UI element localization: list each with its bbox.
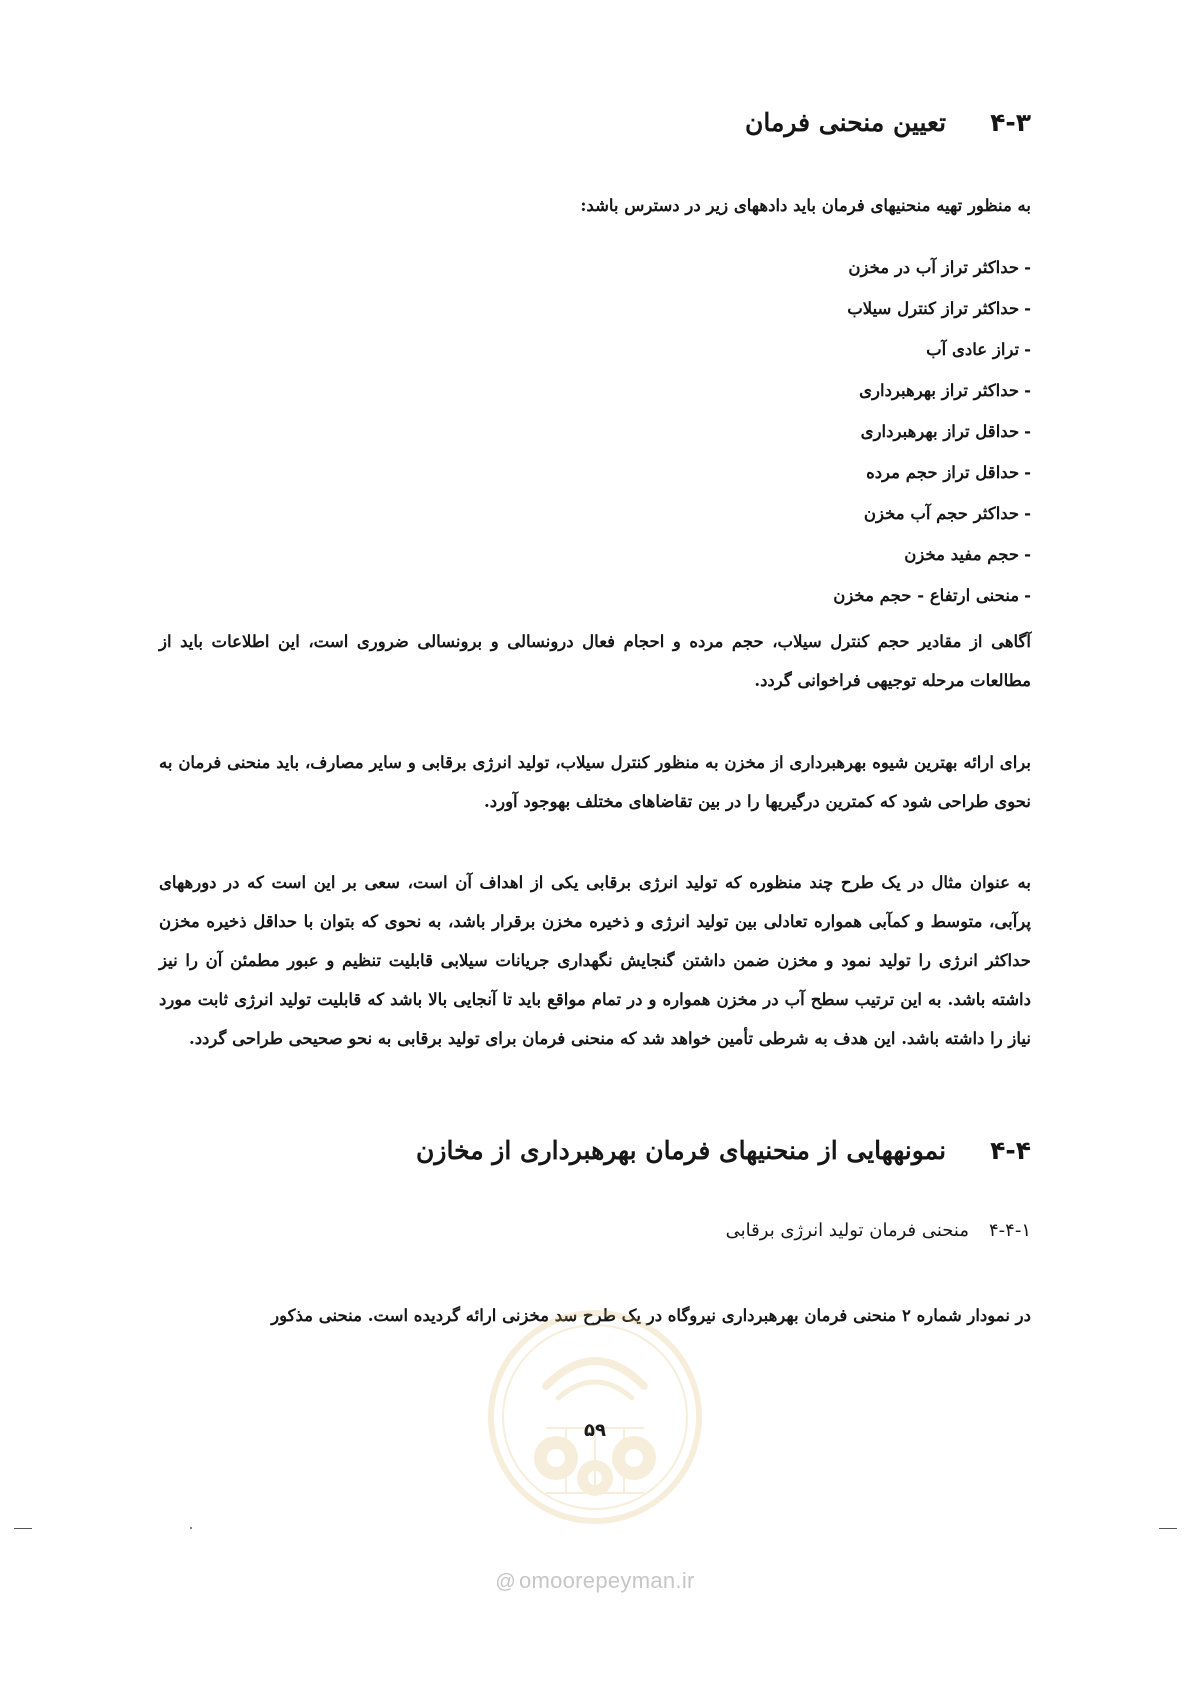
list-dash: - bbox=[1024, 463, 1031, 482]
subsection-number: ۴-۴-۱ bbox=[989, 1220, 1031, 1241]
requirement-item bbox=[531, 370, 1031, 411]
section-title: تعیین منحنی فرمان bbox=[744, 108, 947, 137]
paragraph-awareness: آگاهی از مقادیر حجم کنترل سیلاب، حجم مرده و احجام فعال درونسالی و برونسالی ضروری است، این اطلاعات باید از مطالعات مرحله توجیهی فراخوانی گردد. bbox=[159, 632, 1031, 690]
requirement-item bbox=[531, 452, 1031, 493]
paragraph-example: به عنوان مثال در یک طرح چند منظوره که تولید انرژی برقابی یکی از اهداف آن است، سعی بر این است که در دورههای پرآبی، متوسط و کمآبی همواره تعادلی بین تولید انرژی و ذخیره مخزن برقرار باشد، به نحوی که بتوان با حداقل ذخیره مخزن حداکثر انرژی را تولید نمود و مخزن ضمن داشتن گنجایش نگهداری جریانات سیلابی قابلیت تنظیم و عبور مطمئن آن را نیز داشته باشد. به این ترتیب سطح آب در مخزن همواره و در تمام مواقع باید تا آنجایی بالا باشد که قابلیت تولید انرژی ثابت مورد نیاز را داشته باشد. این هدف به شرطی تأمین خواهد شد که منحنی فرمان برای تولید برقابی به نحو صحیحی طراحی گردد. bbox=[159, 873, 1031, 1048]
subsection-heading-4-4-1 bbox=[726, 1220, 1031, 1241]
list-dash: - bbox=[1024, 422, 1031, 441]
section-number: ۴-۴ bbox=[990, 1136, 1031, 1165]
requirement-item bbox=[531, 534, 1031, 575]
requirement-text: حداکثر تراز بهرهبرداری bbox=[859, 381, 1020, 400]
requirement-item bbox=[531, 247, 1031, 288]
footer-website bbox=[420, 1568, 770, 1594]
list-dash: - bbox=[1024, 586, 1031, 605]
requirement-item bbox=[531, 288, 1031, 329]
requirement-text: حداقل تراز حجم مرده bbox=[866, 463, 1020, 482]
section-number: ۴-۳ bbox=[990, 108, 1031, 137]
list-dash: - bbox=[1024, 504, 1031, 523]
section-title: نمونههایی از منحنیهای فرمان بهرهبرداری از مخازن bbox=[416, 1136, 947, 1165]
requirement-text: منحنی ارتفاع - حجم مخزن bbox=[833, 586, 1020, 605]
at-icon: @ bbox=[495, 1571, 516, 1593]
page-number: ۵۹ bbox=[584, 1420, 606, 1441]
requirement-item bbox=[531, 493, 1031, 534]
scan-dot-mark bbox=[190, 1527, 192, 1529]
paragraph-chart-2: در نمودار شماره ۲ منحنی فرمان بهرهبرداری نیروگاه در یک طرح سد مخزنی ارائه گردیده است. منحنی مذکور bbox=[271, 1306, 1031, 1325]
website-text: omoorepeyman.ir bbox=[518, 1568, 695, 1593]
watermark-seal bbox=[486, 1308, 704, 1526]
list-dash: - bbox=[1024, 545, 1031, 564]
list-dash: - bbox=[1024, 381, 1031, 400]
scan-edge-mark-left bbox=[14, 1528, 32, 1529]
scan-edge-mark-right bbox=[1159, 1528, 1177, 1529]
list-dash: - bbox=[1024, 340, 1031, 359]
requirement-text: حداقل تراز بهرهبرداری bbox=[860, 422, 1020, 441]
list-dash: - bbox=[1024, 258, 1031, 277]
section-heading-4-4 bbox=[416, 1136, 1031, 1165]
requirement-text: حداکثر تراز کنترل سیلاب bbox=[847, 299, 1020, 318]
requirement-text: حداکثر حجم آب مخزن bbox=[863, 504, 1020, 523]
section-heading-3-4 bbox=[745, 108, 1031, 137]
intro-paragraph: به منظور تهیه منحنیهای فرمان باید دادههای زیر در دسترس باشد: bbox=[580, 196, 1031, 215]
paragraph-best-operation: برای ارائه بهترین شیوه بهرهبرداری از مخزن به منظور کنترل سیلاب، تولید انرژی برقابی و سایر مصارف، باید منحنی فرمان به نحوی طراحی شود که کمترین درگیریها را در بین تقاضاهای مختلف بهوجود آورد. bbox=[159, 753, 1031, 811]
list-dash: - bbox=[1024, 299, 1031, 318]
requirement-text: حداکثر تراز آب در مخزن bbox=[848, 258, 1020, 277]
requirement-text: تراز عادی آب bbox=[926, 340, 1020, 359]
requirement-text: حجم مفید مخزن bbox=[904, 545, 1020, 564]
requirement-item bbox=[531, 329, 1031, 370]
requirement-item bbox=[531, 411, 1031, 452]
requirements-list bbox=[531, 247, 1031, 616]
requirement-item bbox=[531, 575, 1031, 616]
subsection-title: منحنی فرمان تولید انرژی برقابی bbox=[725, 1220, 969, 1241]
